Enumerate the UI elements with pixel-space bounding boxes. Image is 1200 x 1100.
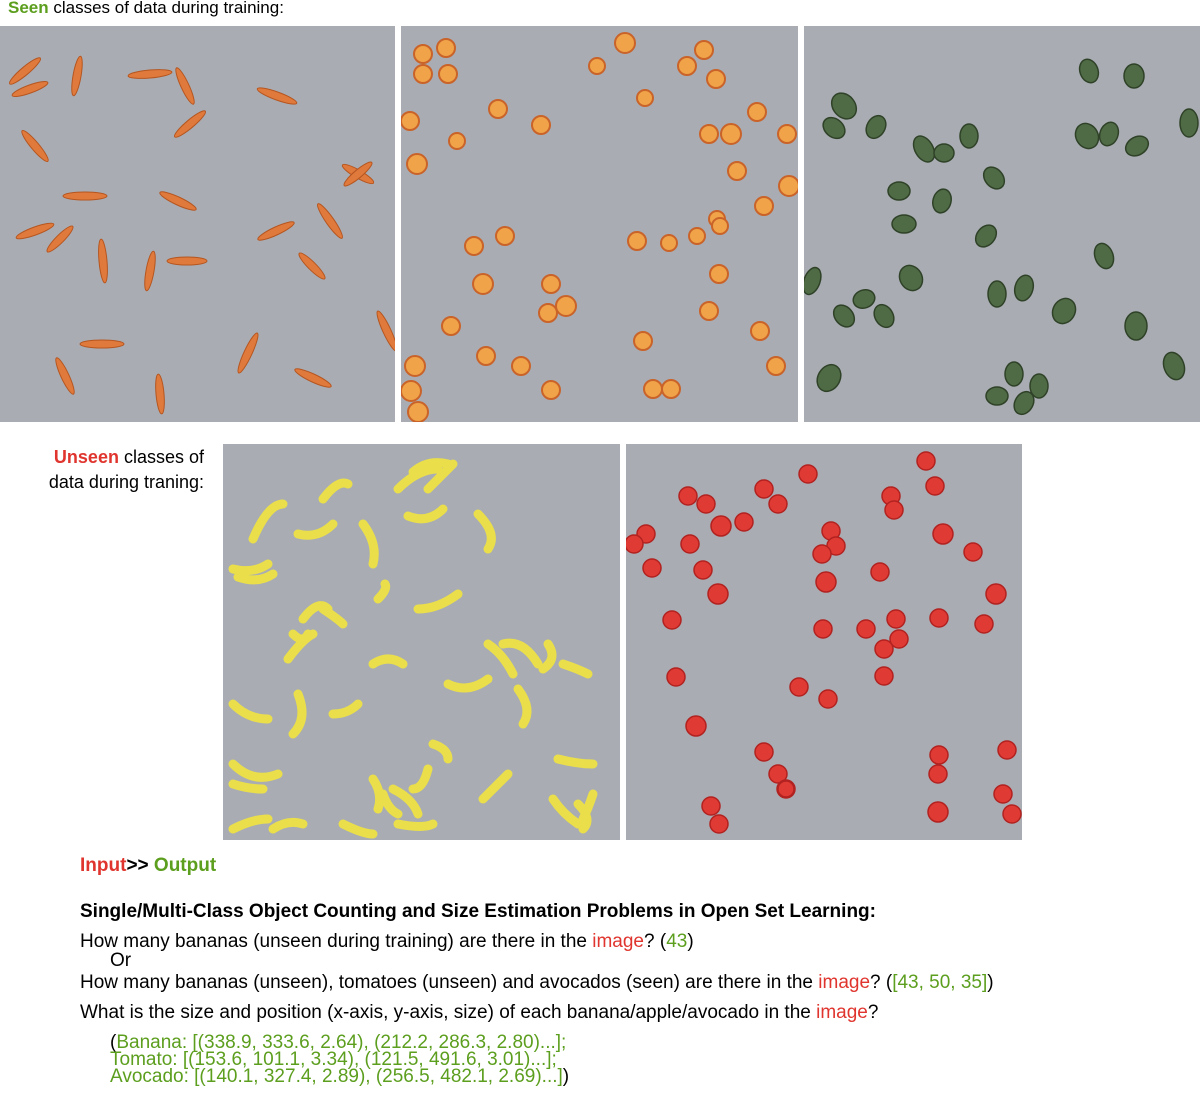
- apple-panel: [401, 26, 798, 422]
- q2-image-word: image: [818, 972, 871, 993]
- q2-text: How many bananas (unseen), tomatoes (unseen) and avocados (seen) are there in the: [80, 972, 819, 993]
- seen-label: Seen: [8, 0, 49, 17]
- input-label: Input: [80, 855, 127, 876]
- question-1: [80, 931, 694, 953]
- q3-post: ?: [867, 1002, 879, 1023]
- tomato-panel: [626, 444, 1022, 840]
- q3-image-word: image: [816, 1002, 868, 1023]
- carrot-image: [0, 26, 395, 422]
- avocado-image: [804, 26, 1200, 422]
- problems-title: Single/Multi-Class Object Counting and Size Estimation Problems in Open Set Learning:: [80, 901, 876, 922]
- carrot-panel: [0, 26, 395, 422]
- io-label: [80, 855, 216, 877]
- q1-image-word: image: [592, 931, 644, 952]
- q2-answer: [43, 50, 35]: [892, 972, 988, 993]
- q1-text: How many bananas (unseen during training) are there in the: [80, 931, 593, 952]
- q3-text: What is the size and position (x-axis, y-axis, size) of each banana/apple/avocado in the: [80, 1002, 817, 1023]
- tomato-image: [626, 444, 1022, 840]
- banana-image: [223, 444, 620, 840]
- banana-answer: Banana: [(338.9, 333.6, 2.64), (212.2, 286.3, 2.80)...];: [116, 1032, 567, 1053]
- avocado-answer: Avocado: [(140.1, 327.4, 2.89), (256.5, 482.1, 2.69)...]: [110, 1066, 563, 1087]
- avocado-panel: [804, 26, 1200, 422]
- q2-post: ? (: [870, 972, 893, 993]
- answer-block: [110, 1034, 569, 1085]
- tomato-answer: Tomato: [(153.6, 101.1, 3.34), (121.5, 491.6, 3.01)...];: [110, 1049, 557, 1070]
- question-3: [80, 1002, 878, 1024]
- unseen-header-rest: classes of: [118, 447, 204, 467]
- apple-image: [401, 26, 798, 422]
- q2-close: ): [987, 972, 994, 993]
- unseen-classes-header: [49, 445, 204, 495]
- seen-classes-header: [8, 0, 284, 18]
- q1-close: ): [687, 931, 694, 952]
- unseen-label: Unseen: [53, 447, 119, 467]
- answer-open-paren: (: [110, 1032, 117, 1053]
- question-2: [80, 972, 994, 994]
- q1-post: ? (: [644, 931, 667, 952]
- seen-header-rest: classes of data during training:: [48, 0, 284, 17]
- banana-panel: [223, 444, 620, 840]
- q1-answer: 43: [666, 931, 688, 952]
- output-label: Output: [153, 855, 217, 876]
- io-separator: >>: [126, 855, 149, 876]
- answer-close-paren: ): [562, 1066, 570, 1087]
- unseen-header-line2: data during traning:: [48, 472, 204, 492]
- or-label: Or: [110, 950, 132, 971]
